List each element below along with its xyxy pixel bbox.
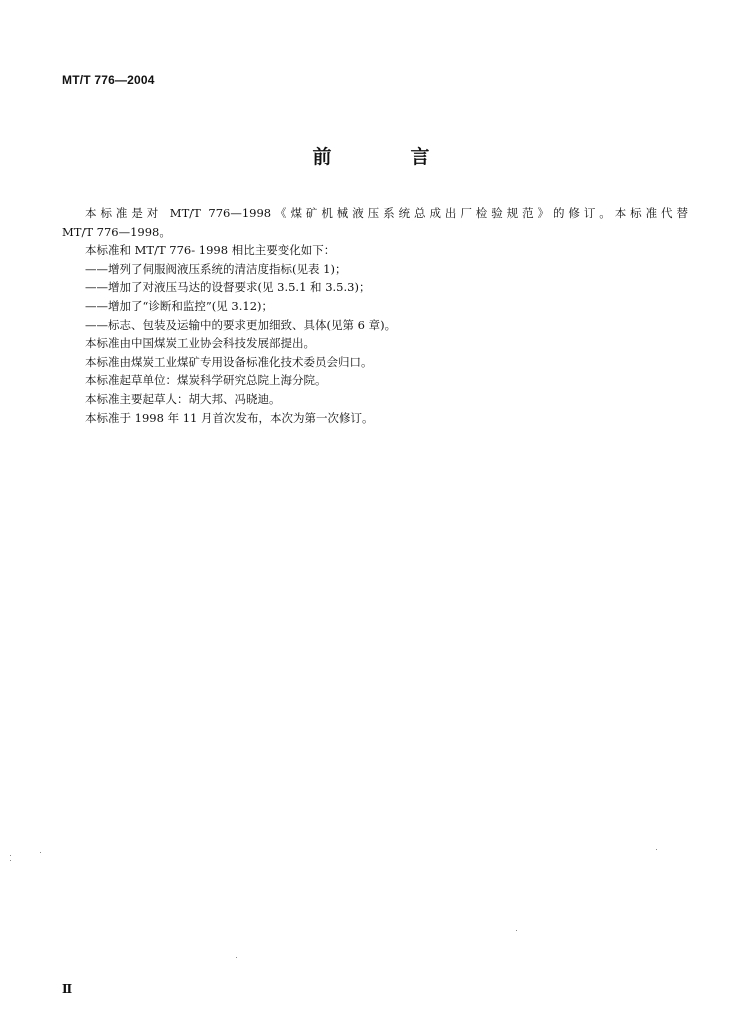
paragraph-line-2: MT/T 776—1998。 (62, 224, 171, 239)
drafting-unit-line: 本标准起草单位：煤炭科学研究总院上海分院。 (85, 373, 327, 388)
standard-code: MT/T 776—2004 (62, 73, 155, 87)
drafters-line: 本标准主要起草人：胡大邦、冯晓迪。 (85, 391, 281, 406)
change-item-4: ——标志、包装及运输中的要求更加细致、具体(见第 6 章)。 (85, 317, 397, 332)
scan-speck (40, 852, 41, 853)
page-number: Ⅱ (62, 982, 73, 996)
paragraph-line-3: 本标准和 MT/T 776- 1998 相比主要变化如下： (85, 243, 336, 258)
foreword-body (62, 204, 688, 427)
paragraph-line-1: 本标准是对 MT/T 776—1998《煤矿机械液压系统总成出厂检验规范》的修订。本标准代替 (85, 206, 688, 220)
release-history-line: 本标准于 1998 年 11 月首次发布，本次为第一次修订。 (85, 410, 374, 425)
scan-speck (10, 860, 11, 861)
change-item-2: ——增加了对液压马达的设督要求(见 3.5.1 和 3.5.3)； (85, 280, 371, 295)
page-title: 前 言 (312, 146, 460, 168)
change-item-3: ——增加了“诊断和监控”(见 3.12)； (85, 298, 273, 313)
scan-speck (236, 957, 237, 958)
committee-line: 本标准由煤炭工业煤矿专用设备标准化技术委员会归口。 (85, 354, 373, 369)
change-item-1: ——增列了伺服阀液压系统的清洁度指标(见表 1)； (85, 261, 347, 276)
proposer-line: 本标准由中国煤炭工业协会科技发展部提出。 (85, 336, 315, 351)
scan-speck (516, 930, 517, 931)
scan-speck (10, 855, 11, 856)
scan-speck (656, 849, 657, 850)
